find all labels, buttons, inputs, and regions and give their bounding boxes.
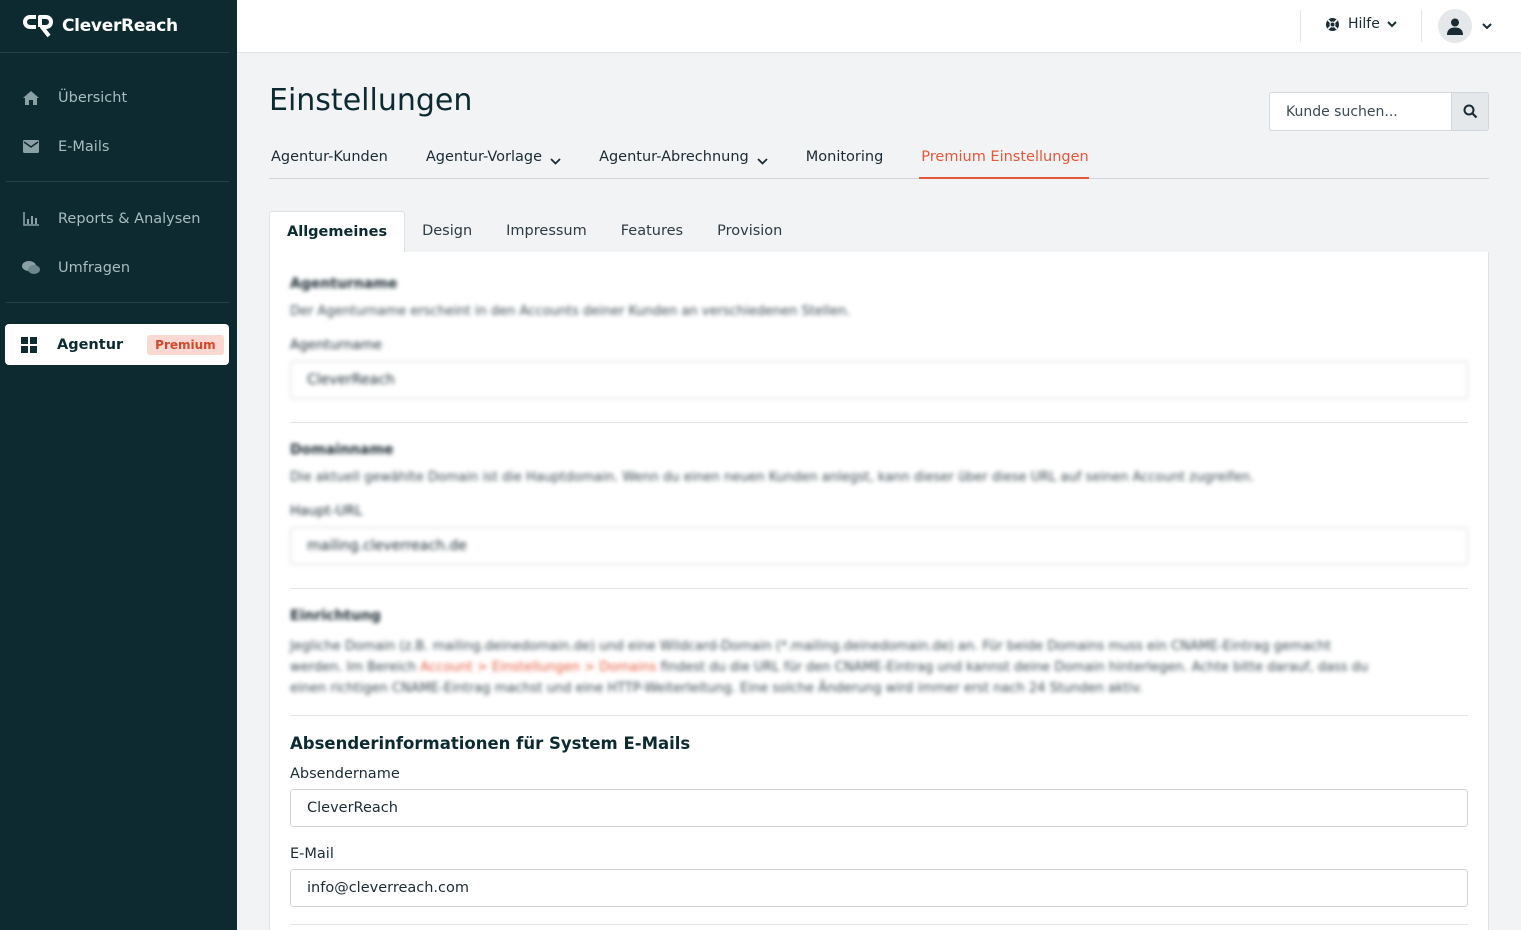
tab-premium-einstellungen[interactable] (919, 141, 1088, 179)
nav-group-analysis (6, 182, 229, 303)
grid-icon (21, 336, 39, 354)
domain-value: mailing.cleverreach.de (307, 538, 467, 554)
logo[interactable] (0, 0, 229, 53)
section-description: Die aktuell gewählte Domain ist die Hauptdomain. Wenn du einen neuen Kunden anlegst, kann dieser über diese URL auf seinen Account zugreifen. (290, 470, 1254, 485)
sidebar-item-label: Umfragen (58, 259, 131, 276)
sidebar-item-label: Reports & Analysen (58, 210, 201, 227)
help-menu[interactable] (1325, 16, 1397, 32)
main-tabs (269, 141, 1489, 179)
sidebar-item-emails[interactable] (6, 122, 229, 171)
sidebar-item-label: Übersicht (58, 89, 128, 106)
settings-link[interactable]: Account > Einstellungen > Domains (420, 660, 657, 675)
email-input[interactable] (290, 869, 1468, 907)
lifebuoy-icon (1325, 17, 1340, 32)
settings-subtabs (269, 211, 1489, 252)
sidebar-item-umfragen[interactable] (6, 243, 229, 292)
sender-section-title: Absenderinformationen für System E-Mails (290, 734, 691, 753)
setup-text: findest du die URL für den CNAME-Eintrag und kannst deine Domain hinterlegen. Achte bitte darauf, dass du (656, 660, 1369, 675)
customer-search (1269, 92, 1489, 131)
premium-badge: Premium (147, 335, 224, 355)
divider (290, 588, 1468, 589)
sender-name-input[interactable] (290, 789, 1468, 827)
section-description (290, 636, 1468, 699)
divider (290, 715, 1468, 716)
search-input[interactable] (1269, 92, 1451, 131)
tab-label: Agentur-Abrechnung (599, 149, 749, 165)
sidebar-item-uebersicht[interactable] (6, 73, 229, 122)
chevron-down-icon (1387, 21, 1397, 28)
sidebar-item-reports[interactable] (6, 194, 229, 243)
tab-agentur-vorlage[interactable] (424, 141, 561, 179)
chevron-down-icon (1482, 23, 1492, 30)
setup-section (290, 608, 1468, 699)
section-heading: Agenturname (290, 276, 398, 292)
tab-monitoring[interactable] (804, 141, 884, 179)
help-label: Hilfe (1348, 16, 1380, 32)
section-description: Der Agenturname erscheint in den Accounts deiner Kunden an verschiedenen Stellen. (290, 304, 851, 319)
avatar (1438, 9, 1472, 43)
agency-name-section (290, 276, 1468, 399)
field-label: Haupt-URL (290, 503, 363, 519)
logo-text: CleverReach (62, 16, 178, 36)
divider (1300, 10, 1301, 42)
cleverreach-logo-icon (22, 13, 56, 39)
domain-select[interactable] (290, 527, 1468, 565)
email-label: E-Mail (290, 846, 334, 862)
setup-text: Jegliche Domain (z.B. mailing.deinedomain.de) und eine Wildcard-Domain (*.mailing.deinedomain.de) an. Für beide Domains muss ein CNAME-Eintrag gemacht (290, 639, 1332, 654)
search-button[interactable] (1451, 92, 1489, 131)
tab-label: Monitoring (805, 149, 884, 165)
section-heading: Einrichtung (290, 608, 381, 624)
tab-label: Agentur-Kunden (271, 149, 388, 165)
chevron-down-icon (550, 153, 561, 169)
tab-label: Premium Einstellungen (921, 149, 1089, 165)
domain-section (290, 442, 1468, 565)
subtab-features[interactable]: Features (620, 223, 684, 239)
sidebar (0, 0, 237, 930)
divider (1421, 10, 1422, 42)
page-title: Einstellungen (269, 83, 473, 118)
sender-name-label: Absendername (290, 766, 400, 782)
envelope-icon (22, 138, 40, 156)
settings-panel (269, 252, 1489, 930)
subtab-design[interactable]: Design (422, 223, 473, 239)
subtab-impressum[interactable]: Impressum (506, 223, 587, 239)
search-icon (1463, 104, 1478, 119)
top-bar (237, 0, 1521, 53)
sidebar-item-label: Agentur (57, 336, 124, 353)
user-menu[interactable] (1438, 9, 1492, 43)
tab-label: Agentur-Vorlage (425, 149, 543, 165)
chat-bubbles-icon (22, 259, 40, 277)
setup-text: einen richtigen CNAME-Eintrag machst und eine HTTP-Weiterleitung. Eine solche Änderung wird immer erst nach 24 Stunden aktiv. (290, 681, 1144, 696)
user-icon (1447, 18, 1463, 35)
divider (290, 422, 1468, 423)
subtab-provision[interactable]: Provision (717, 223, 783, 239)
tab-agentur-kunden[interactable] (269, 141, 388, 179)
sidebar-item-agentur[interactable] (5, 324, 229, 365)
home-icon (22, 89, 40, 107)
tab-agentur-abrechnung[interactable] (597, 141, 768, 179)
divider (290, 924, 1468, 925)
setup-text: werden. Im Bereich (290, 660, 421, 675)
chevron-down-icon (757, 153, 768, 169)
field-label: Agenturname (290, 337, 383, 353)
sidebar-item-label: E-Mails (58, 138, 110, 155)
bar-chart-icon (22, 210, 40, 228)
subtab-allgemeines[interactable]: Allgemeines (269, 211, 405, 252)
agency-name-input[interactable]: CleverReach (290, 361, 1468, 399)
nav-group-main (6, 53, 229, 182)
section-heading: Domainname (290, 442, 394, 458)
